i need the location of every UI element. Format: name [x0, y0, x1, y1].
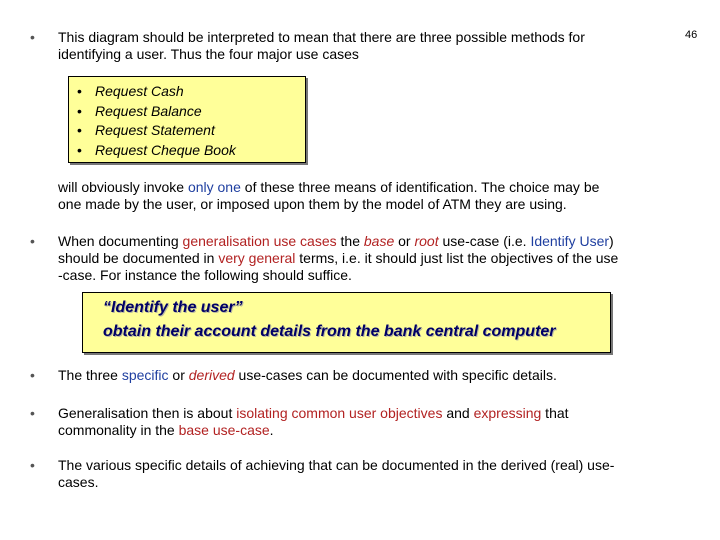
text-run: use-case (i.e.	[438, 233, 531, 249]
text-run: of these three means of identification. The choice may be	[240, 179, 600, 195]
text-run: and	[442, 405, 474, 421]
use-case-item	[77, 102, 305, 122]
paragraph-specific-details-line1: The various specific details of achieving that can be documented in the derived (real) use-	[58, 457, 615, 473]
highlight-generalisation-use-cases: generalisation use cases	[182, 233, 337, 249]
paragraph-continuation	[58, 179, 599, 213]
use-case-label: Request Cash	[95, 83, 184, 99]
highlight-specific: specific	[121, 367, 169, 383]
list-bullet: •	[77, 83, 82, 99]
paragraph-objectives	[58, 405, 569, 439]
text-run: or	[394, 233, 415, 249]
paragraph-intro-line2: identifying a user. Thus the four major use cases	[58, 46, 359, 62]
highlight-only-one: only one	[187, 179, 241, 195]
paragraph-objectives-line1	[58, 405, 569, 422]
identify-user-description: obtain their account details from the bank central computer	[103, 323, 556, 340]
text-run: that	[541, 405, 569, 421]
text-run: When documenting	[58, 233, 183, 249]
highlight-expressing: expressing	[473, 405, 542, 421]
paragraph-derived	[58, 367, 557, 384]
list-bullet: •	[77, 102, 82, 119]
use-case-label: Request Statement	[95, 122, 215, 138]
text-run: terms, i.e. it should just list the objectives of the use	[295, 250, 619, 266]
paragraph-generalisation-line3: -case. For instance the following should suffice.	[58, 267, 352, 283]
paragraph-continuation-line2: one made by the user, or imposed upon them by the model of ATM they are using.	[58, 196, 567, 212]
text-run: commonality in the	[58, 422, 179, 438]
paragraph-intro	[58, 29, 585, 63]
use-case-item	[77, 121, 305, 141]
use-case-item	[77, 82, 305, 102]
use-case-item	[77, 141, 305, 161]
highlight-very-general: very general	[218, 250, 296, 266]
identify-user-box	[82, 292, 611, 353]
text-run: use-cases can be documented with specific details.	[234, 367, 557, 383]
paragraph-generalisation	[58, 233, 618, 284]
paragraph-continuation-line1	[58, 179, 599, 196]
text-run: Generalisation then is about	[58, 405, 237, 421]
bullet-4: •	[30, 405, 35, 421]
highlight-base: base	[363, 233, 395, 249]
identify-user-title: “Identify the user”	[103, 299, 243, 316]
text-run: The three	[58, 367, 122, 383]
highlight-isolating-objectives: isolating common user objectives	[236, 405, 443, 421]
paragraph-generalisation-line2	[58, 250, 618, 267]
slide-number: 46	[685, 29, 698, 41]
list-bullet: •	[77, 122, 82, 138]
highlight-root: root	[414, 233, 439, 249]
text-run: should be documented in	[58, 250, 219, 266]
text-run: will obviously invoke	[58, 179, 188, 195]
paragraph-objectives-line2	[58, 422, 569, 439]
use-case-label: Request Cheque Book	[95, 141, 236, 158]
bullet-2: •	[30, 233, 35, 249]
text-run: the	[336, 233, 364, 249]
paragraph-intro-line1: This diagram should be interpreted to mean that there are three possible methods for	[58, 29, 585, 45]
bullet-1: •	[30, 29, 35, 45]
highlight-identify-user: Identify User	[530, 233, 610, 249]
use-case-list	[69, 77, 305, 160]
highlight-derived: derived	[188, 367, 235, 383]
text-run: )	[609, 233, 614, 249]
text-run: .	[269, 422, 274, 438]
use-case-label: Request Balance	[95, 102, 202, 119]
bullet-3: •	[30, 367, 35, 383]
bullet-5: •	[30, 457, 35, 473]
highlight-base-use-case: base use-case	[178, 422, 270, 438]
paragraph-specific-details-line2: cases.	[58, 474, 99, 490]
paragraph-specific-details	[58, 457, 614, 491]
use-case-list-box	[68, 76, 306, 163]
text-run: or	[168, 367, 189, 383]
list-bullet: •	[77, 141, 82, 158]
paragraph-generalisation-line1	[58, 233, 618, 250]
